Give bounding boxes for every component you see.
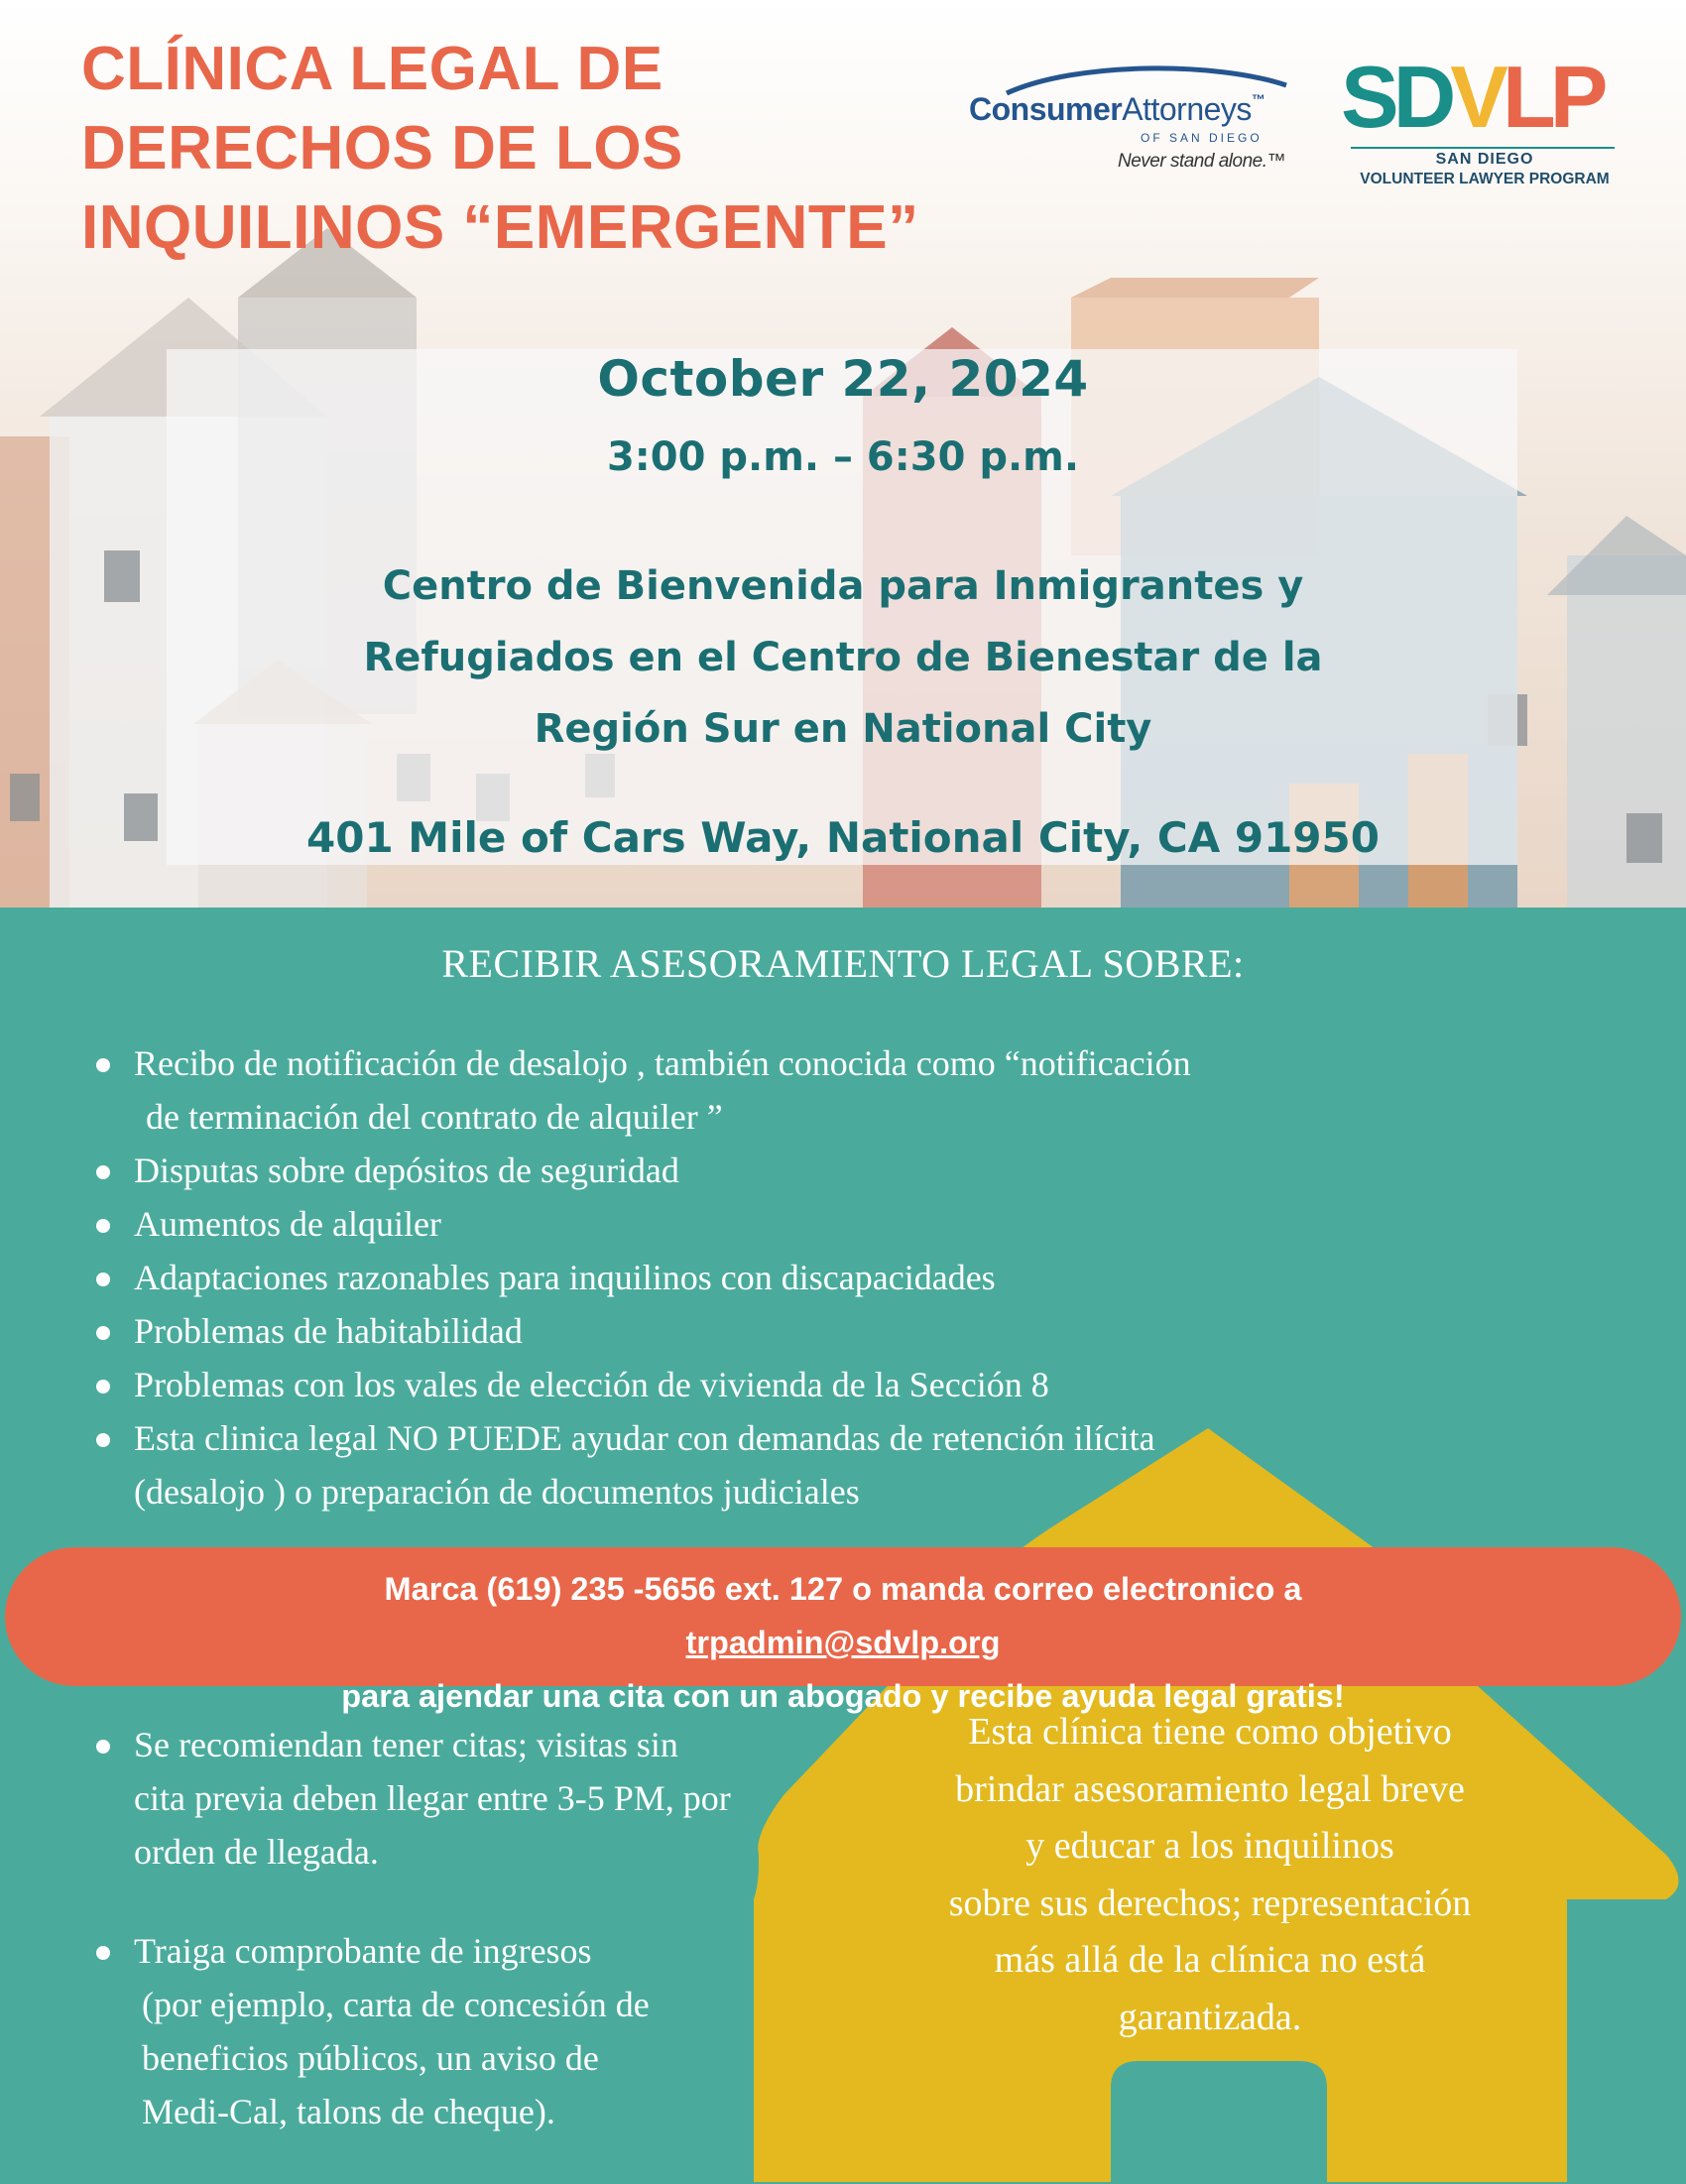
title-line-2: DERECHOS DE LOS — [81, 114, 683, 182]
event-venue: Centro de Bienvenida para Inmigrantes y Refugiados en el Centro de Bienestar de la Región Sur en National City — [363, 563, 1323, 752]
list-item: Problemas de habitabilidad — [94, 1304, 1191, 1358]
email-link[interactable]: trpadmin@sdvlp.org — [685, 1625, 1001, 1660]
list-item: Recibo de notificación de desalojo , también conocida como “notificación de terminación del contrato de alquiler ” — [94, 1036, 1191, 1144]
list-item: Aumentos de alquiler — [94, 1197, 1191, 1251]
list-item: Problemas con los vales de elección de vivienda de la Sección 8 — [94, 1358, 1191, 1411]
event-date: October 22, 2024 — [597, 350, 1089, 408]
list-item: Traiga comprobante de ingresos (por ejemplo, carta de concesión de beneficios públicos, un aviso de Medi-Cal, talons de cheque). — [94, 1924, 731, 2138]
ca-logo-tagline: Never stand alone.™ — [1118, 151, 1285, 172]
title-line-3: INQUILINOS “EMERGENTE” — [81, 193, 919, 262]
advice-list — [94, 1036, 1191, 1518]
title-line-1: CLÍNICA LEGAL DE — [81, 35, 663, 103]
list-item: Adaptaciones razonables para inquilinos con discapacidades — [94, 1251, 1191, 1304]
clinic-purpose-text: Esta clínica tiene como objetivo brindar asesoramiento legal breve y educar a los inquilinos sobre sus derechos; representación más allá de la clínica no está garantizada. — [948, 1711, 1472, 2038]
contact-banner-text: Marca (619) 235 -5656 ext. 127 o manda correo electronico a trpadmin@sdvlp.org para ajendar una cita con un abogado y recibe ayuda legal gratis! — [0, 1562, 1686, 1723]
list-item: Disputas sobre depósitos de seguridad — [94, 1144, 1191, 1197]
sdvlp-subtitle-2: VOLUNTEER LAWYER PROGRAM — [1360, 171, 1610, 187]
notes-list — [94, 1718, 731, 2184]
advice-section-title: RECIBIR ASESORAMIENTO LEGAL SOBRE: — [441, 941, 1245, 986]
sdvlp-letters: SDVLP — [1341, 48, 1603, 146]
house-door — [1111, 2061, 1327, 2182]
ca-logo-subtitle: OF SAN DIEGO — [1141, 131, 1263, 145]
event-time: 3:00 p.m. – 6:30 p.m. — [606, 434, 1080, 480]
list-item: Esta clinica legal NO PUEDE ayudar con demandas de retención ilícita (desalojo ) o preparación de documentos judiciales — [94, 1411, 1191, 1518]
sdvlp-subtitle-1: SAN DIEGO — [1435, 151, 1534, 168]
ca-logo-name: ConsumerAttorneys™ — [969, 91, 1265, 127]
event-address: 401 Mile of Cars Way, National City, CA 91950 — [306, 813, 1380, 862]
list-item: Se recomiendan tener citas; visitas sin cita previa deben llegar entre 3-5 PM, por orden de llegada. — [94, 1718, 731, 1879]
